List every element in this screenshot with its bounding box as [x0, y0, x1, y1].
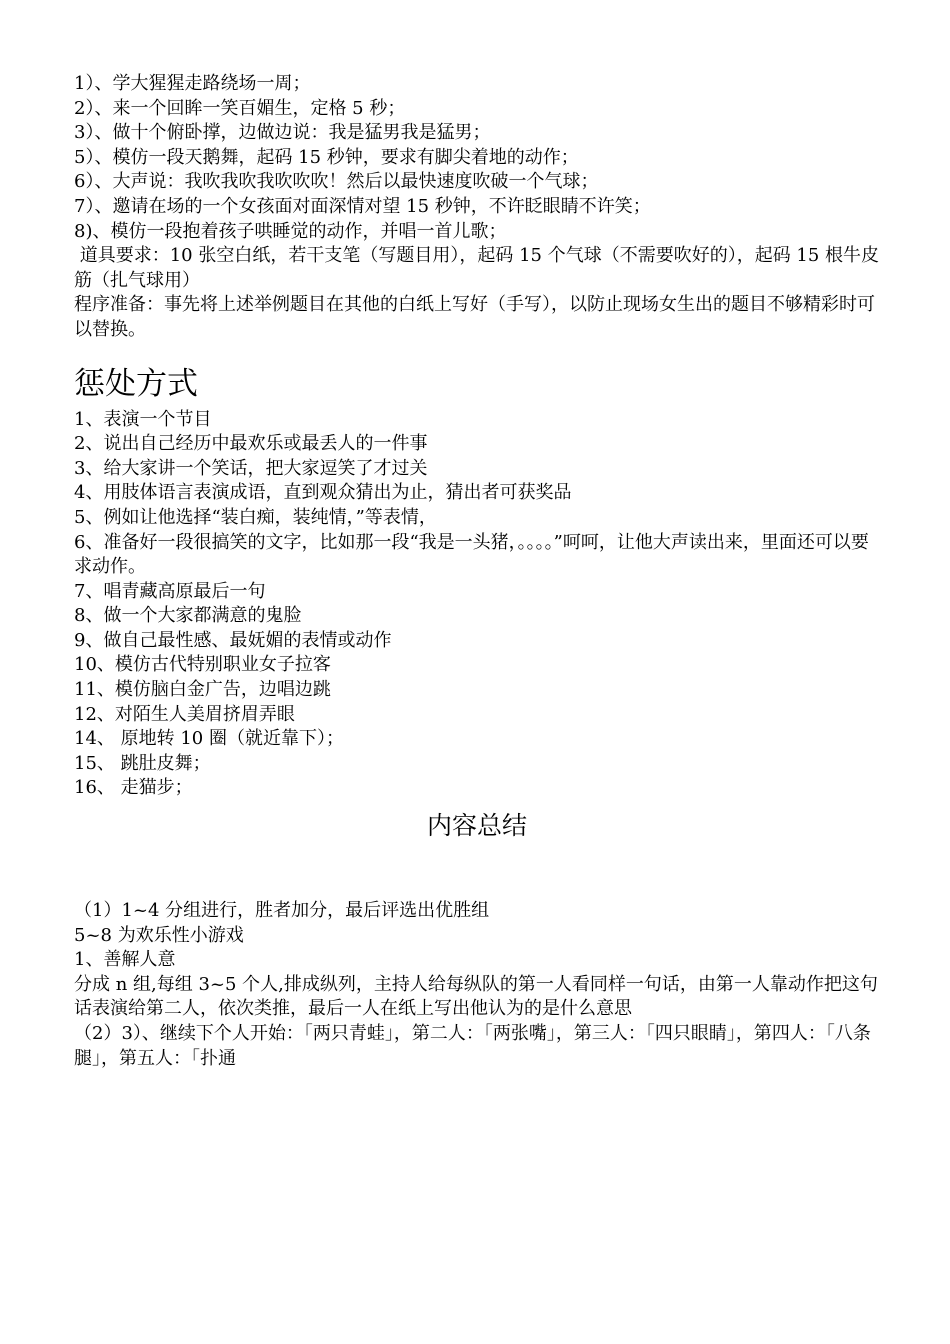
program-preparation: 程序准备：事先将上述举例题目在其他的白纸上写好（手写），以防止现场女生出的题目不够精彩时可以替换。	[74, 294, 875, 340]
summary-body	[74, 899, 880, 1071]
summary-spacer	[74, 841, 880, 899]
punishment-item: 4、用肢体语言表演成语，直到观众猜出为止，猜出者可获奖品	[74, 482, 572, 504]
punishment-item: 12、对陌生人美眉挤眉弄眼	[74, 703, 295, 725]
game-item: 7）、邀请在场的一个女孩面对面深情对望 15 秒钟，不许眨眼睛不许笑；	[74, 195, 651, 217]
game-item: 5）、模仿一段天鹅舞，起码 15 秒钟，要求有脚尖着地的动作；	[74, 146, 579, 168]
summary-line: （1）1~4 分组进行，胜者加分，最后评选出优胜组	[74, 900, 490, 922]
summary-line: （2）3）、继续下个人开始：「两只青蛙」，第二人：「两张嘴」，第三人：「四只眼睛」，第四人：「八条腿」，第五人：「扑通	[74, 1023, 871, 1069]
summary-heading: 内容总结	[426, 811, 527, 841]
game-item: 6）、大声说：我吹我吹我吹吹吹！然后以最快速度吹破一个气球；	[74, 171, 599, 193]
punishment-item: 16、 走猫步；	[74, 777, 193, 799]
punishment-item: 15、 跳肚皮舞；	[74, 752, 211, 774]
summary-line: 5~8 为欢乐性小游戏	[74, 924, 244, 946]
punishment-list	[74, 408, 880, 802]
punishment-item: 3、给大家讲一个笑话，把大家逗笑了才过关	[74, 457, 428, 479]
punishment-item: 10、模仿古代特别职业女子拉客	[74, 654, 331, 676]
punishment-item: 7、唱青藏高原最后一句	[74, 580, 266, 602]
punishment-item: 1、表演一个节目	[74, 408, 212, 430]
game-item: 1）、学大猩猩走路绕场一周；	[74, 73, 311, 94]
props-requirement: 道具要求：10 张空白纸，若干支笔（写题目用），起码 15 个气球（不需要吹好的），起码 15 根牛皮筋（扎气球用）	[74, 245, 880, 291]
punishment-item: 11、模仿脑白金广告，边唱边跳	[74, 679, 331, 701]
punishment-item: 8、做一个大家都满意的鬼脸	[74, 605, 302, 627]
document-page	[74, 72, 880, 1071]
game-item: 2）、来一个回眸一笑百媚生，定格 5 秒；	[74, 97, 406, 119]
summary-line: 1、善解人意	[74, 949, 176, 971]
game-list	[74, 72, 880, 244]
punishment-item: 9、做自己最性感、最妩媚的表情或动作	[74, 629, 392, 651]
punishment-heading: 惩处方式	[74, 365, 198, 402]
punishment-item: 2、说出自己经历中最欢乐或最丢人的一件事	[74, 433, 428, 455]
punishment-item: 6、准备好一段很搞笑的文字，比如那一段“我是一头猪，。。。。”呵呵，让他大声读出来，里面还可以要求动作。	[74, 531, 869, 578]
punishment-item: 5、例如让他选择“装白痴，装纯情，”等表情，	[74, 506, 437, 528]
summary-line: 分成 n 组,每组 3~5 个人,排成纵列，主持人给每纵队的第一人看同样一句话，由第一人靠动作把这句话表演给第二人，依次类推，最后一人在纸上写出他认为的是什么意思	[74, 973, 878, 1020]
game-item: 8)、模仿一段抱着孩子哄睡觉的动作，并唱一首儿歌；	[74, 220, 507, 242]
game-item: 3）、做十个俯卧撑，边做边说：我是猛男我是猛男；	[74, 122, 491, 144]
punishment-item: 14、 原地转 10 圈（就近靠下）；	[74, 728, 344, 750]
